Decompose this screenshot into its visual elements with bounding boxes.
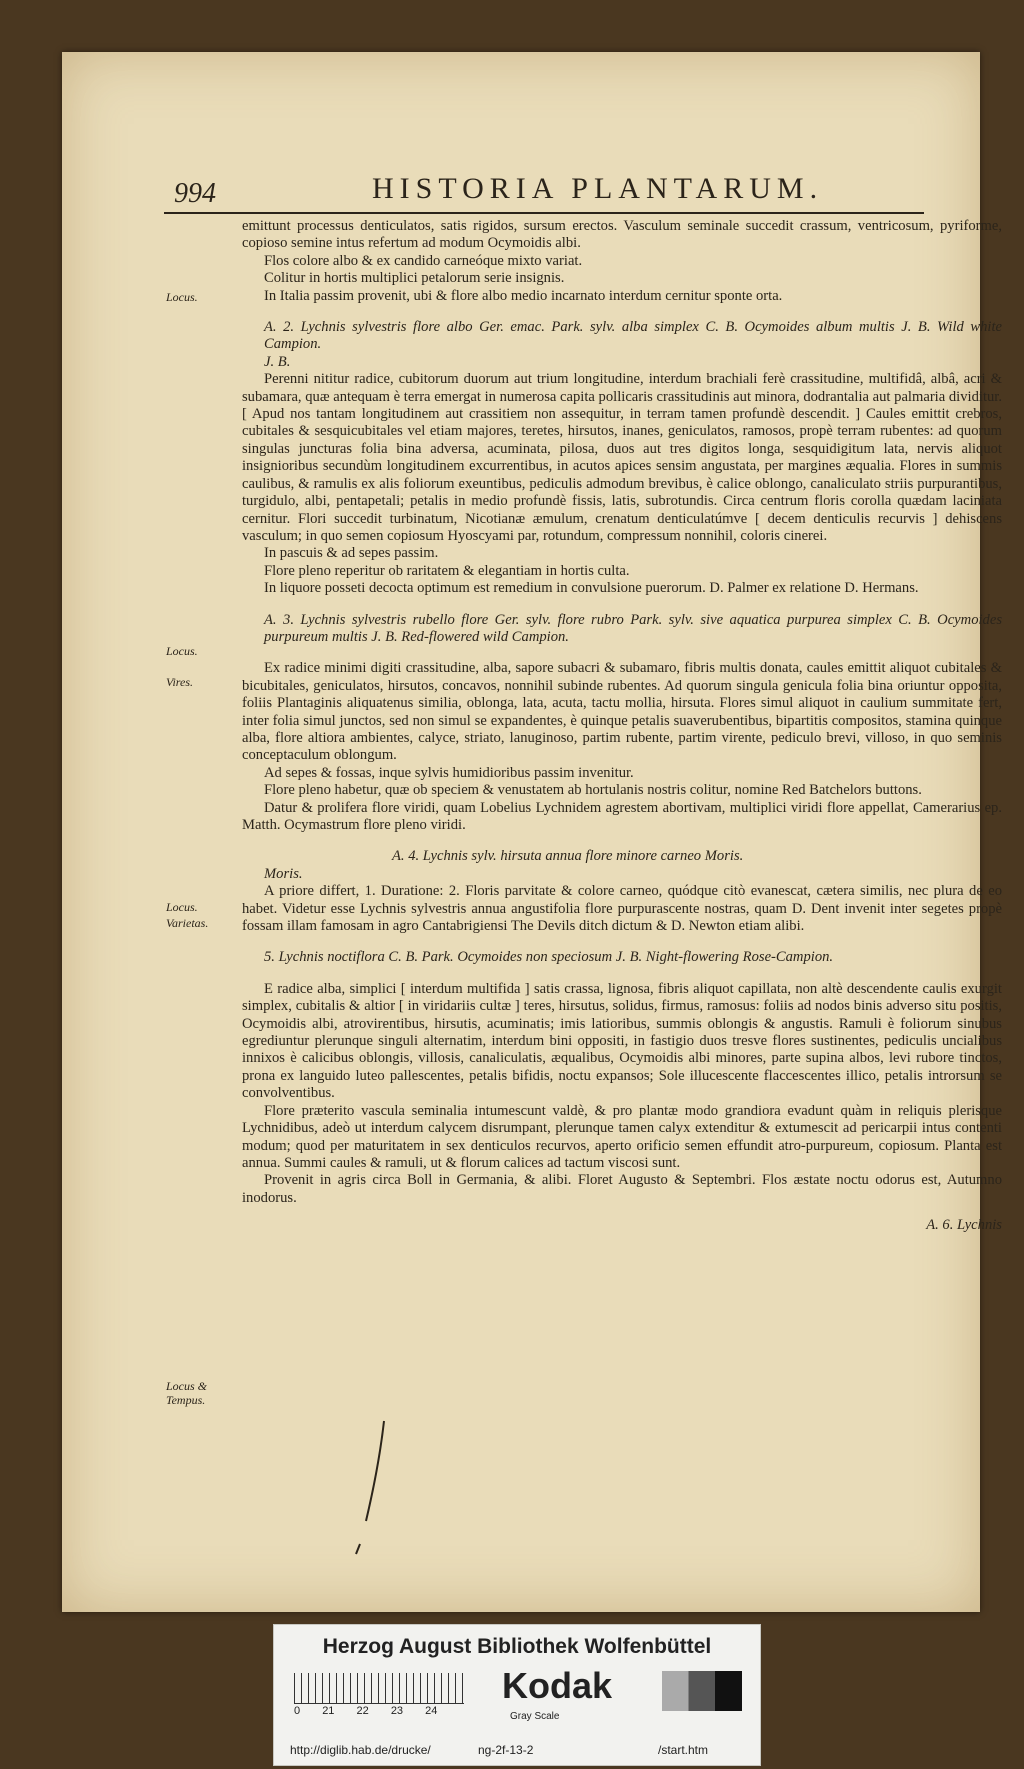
library-name: Herzog August Bibliothek Wolfenbüttel: [322, 1635, 712, 1658]
catchword: A. 6. Lychnis: [926, 1217, 1002, 1234]
paragraph: emittunt processus denticulatos, satis rigidos, sursum erectos. Vasculum seminale succedit crassum, ventricosum, pyriforme, copioso semine intus refertum ad modum Ocymoidis albi.: [242, 218, 1002, 252]
gray-scale-patches: [662, 1671, 742, 1711]
ruler-number: 23: [390, 1705, 404, 1717]
library-url: http://diglib.hab.de/drucke/: [290, 1743, 431, 1757]
entry-heading: 5. Lychnis noctiflora C. B. Park. Ocymoides non speciosum J. B. Night-flowering Rose-Campion.: [264, 949, 834, 966]
paragraph: Ad sepes & fossas, inque sylvis humidioribus passim invenitur.: [264, 764, 634, 781]
paragraph: Flos colore albo & ex candido carneóque mixto variat.: [264, 252, 583, 269]
paragraph: Flore pleno reperitur ob raritatem & elegantiam in hortis culta.: [264, 562, 630, 579]
paragraph: In liquore posseti decocta optimum est remedium in convulsione puerorum. D. Palmer ex relatione D. Hermans.: [264, 580, 919, 597]
running-title: HISTORIA PLANTARUM.: [372, 172, 824, 205]
paragraph: Flore præterito vascula seminalia intumescunt valdè, & pro plantæ modo grandiora evadunt quàm in reliquis plerisque Lychnidibus, adeò ut interdum calycem disrumpant, plerunque tamen calyx extenditur & extumescit ad pericarpii intus contenti modum; quod per maturitatem in sex denticulos recurvos, aperto orificio semen effundit atro-purpureum, copiosum. Planta est annua. Summi caules & ramuli, ut & florum calices ad tactum viscosi sunt.: [242, 1102, 1002, 1171]
margin-note-locus-tempus: Locus &: [166, 1379, 208, 1393]
gray-scale-label: Gray Scale: [510, 1711, 560, 1722]
entry-heading: A. 2. Lychnis sylvestris flore albo Ger. emac. Park. sylv. alba simplex C. B. Ocymoides album multis J. B. Wild white Campion.: [264, 319, 1002, 353]
ruler-number: 0: [294, 1705, 301, 1717]
ruler-scale: [294, 1673, 464, 1704]
kodak-logo: Kodak: [502, 1665, 613, 1706]
margin-note-locus: Locus.: [166, 290, 198, 304]
margin-note-locus: Locus.: [166, 900, 198, 914]
ink-mark: [352, 1542, 364, 1556]
paragraph: A priore differt, 1. Duratione: 2. Floris parvitate & colore carneo, quódque citò evanescat, cætera similis, nec plura de eo habet. Videtur esse Lychnis sylvestris annua angustifolia flore purpurascente nostras, quam D. Dent invenit inter segetes propè fossam illam famosam in agro Cantabrigiensi The Devils ditch dictum & D. Newton etiam alibi.: [242, 883, 1002, 935]
paragraph: Colitur in hortis multiplici petalorum serie insignis.: [264, 270, 565, 287]
ruler-numbers: [294, 1705, 494, 1717]
paragraph: Provenit in agris circa Boll in Germania, & alibi. Floret Augusto & Septembri. Flos æstate noctu odorus est, Autumno inodorus.: [242, 1172, 1002, 1206]
page-body: [242, 218, 1002, 1235]
paragraph: Flore pleno habetur, quæ ob speciem & venustatem ab hortulanis nostris colitur, nomine Red Batchelors buttons.: [264, 782, 922, 799]
library-color-target: [273, 1624, 761, 1766]
book-page: [62, 52, 1002, 1612]
entry-author: J. B.: [264, 353, 291, 370]
entry-heading: A. 3. Lychnis sylvestris rubello flore Ger. sylv. flore rubro Park. sylv. sive aquatica purpurea simplex C. B. Ocymoides purpureum multis J. B. Red-flowered wild Campion.: [264, 611, 1002, 645]
margin-note-locus-tempus: Tempus.: [166, 1393, 206, 1407]
start-link: /start.htm: [658, 1743, 709, 1757]
paragraph: In Italia passim provenit, ubi & flore albo medio incarnato interdum cernitur sponte orta.: [264, 287, 783, 304]
shelf-signature: ng-2f-13-2: [478, 1743, 534, 1757]
page-number: 994: [174, 178, 216, 209]
paragraph: In pascuis & ad sepes passim.: [264, 545, 439, 562]
paragraph: Datur & prolifera flore viridi, quam Lobelius Lychnidem agrestem abortivam, multiplici viridi flore appellat, Camerarius ep. Matth. Ocymastrum flore pleno viridi.: [242, 799, 1002, 833]
paragraph: E radice alba, simplici [ interdum multifida ] satis crassa, lignosa, fibris aliquot capillata, non altè descendente caulis exurgit simplex, cubitalis & altior [ in viridariis cultæ ] teres, hirsutus, solidus, firmus, ramosus: foliis ad nodos binis adverso situ positis, Ocymoidis albi, atrovirentibus, hirsutis, acuminatis; imis latioribus, summis oblongis & angustis. Ramuli è foliorum sinubus egrediuntur plerunque singuli alternatim, interdum bini oppositi, in fastigio duos tresve flores sustinentes, pediculis uncialibus innixos è calicibus oblongis, villosis, canaliculatis, æqualibus, Ocymoidis albi minores, parte supina albos, levi rubore tinctos, prona ex languido luteo pallescentes, petalis bifidis, noctu expansos; Sole illucescente flaccescentes illico, petalis introrsum se convolventibus.: [242, 980, 1002, 1102]
paragraph: Ex radice minimi digiti crassitudine, alba, sapore subacri & subamaro, fibris multis donata, caules emittit aliquot cubitales & bicubitales, geniculatos, hirsutos, concavos, nonnihil subinde rubentes. Ad quorum singula genicula folia bina oriuntur opposita, foliis Plantaginis aliquatenus similia, oblonga, lata, acuta, tactu mollia, hirsuta. Flores simul aliquot in caulium summitate fert, inter folia simul junctos, sed non simul se expandentes, è quinque petalis suaverubentibus, bipartitis compositos, stamina quinque alba, flore altiora ambientes, calyce, striato, lanuginoso, partim rubente, partim virente, pediculo brevi, villoso, in quo seminis conceptaculum oblongum.: [242, 660, 1002, 764]
margin-note-vires: Vires.: [166, 675, 193, 689]
paragraph: Perenni nititur radice, cubitorum duorum aut trium longitudine, interdum brachiali ferè crassitudine, multifidâ, albâ, acri & subamara, quæ antequam è terra emergat in numerosa capita pollicaris crassitudinis aut minora, dodrantalia aut palmaria dividitur. [ Apud nos tantam longitudinem aut crassitiem non assequitur, in terram tamen profundè descendit. ] Caules emittit crebros, cubitales & sesquicubitales vel etiam majores, teretes, hirsutos, inanes, geniculatos, ramosos, propè terram rubentes: ad quorum singulas juncturas folia bina adversa, acuminata, pilosa, duos aut tres digitos longa, sesquidigitum lata, nervis aliquot insignioribus secundùm longitudinem excurrentibus, in acutos apices sensim angustata, per margines æqualia. Flores in summis caulibus, & ramulis ex alis foliorum exeuntibus, pediculis admodum brevibus, è calice oblongo, canaliculato striis purpurantibus, turgidulo, albi, pentapetali; petalis in medio profundè fissis, latis, subrotundis. Circa centrum floris corolla quædam laciniata cernitur. Flori succedit turbinatum, Nicotianæ æmulum, crenatum denticulatúmve [ decem denticulis recurvis ] dehiscens vasculum; in quo semen copiosum Hyoscyami par, rotundum, compressum nonnihil, coloris cinerei.: [242, 371, 1002, 544]
ruler-number: 22: [356, 1705, 369, 1717]
entry-author: Moris.: [264, 865, 303, 882]
ruler-number: 21: [322, 1705, 335, 1717]
header-rule: [164, 212, 924, 214]
margin-note-locus: Locus.: [166, 644, 198, 658]
ink-stroke: [362, 1417, 392, 1527]
ruler-number: 24: [425, 1705, 438, 1717]
margin-note-varietas: Varietas.: [166, 916, 209, 930]
entry-heading: A. 4. Lychnis sylv. hirsuta annua flore minore carneo Moris.: [392, 848, 744, 865]
